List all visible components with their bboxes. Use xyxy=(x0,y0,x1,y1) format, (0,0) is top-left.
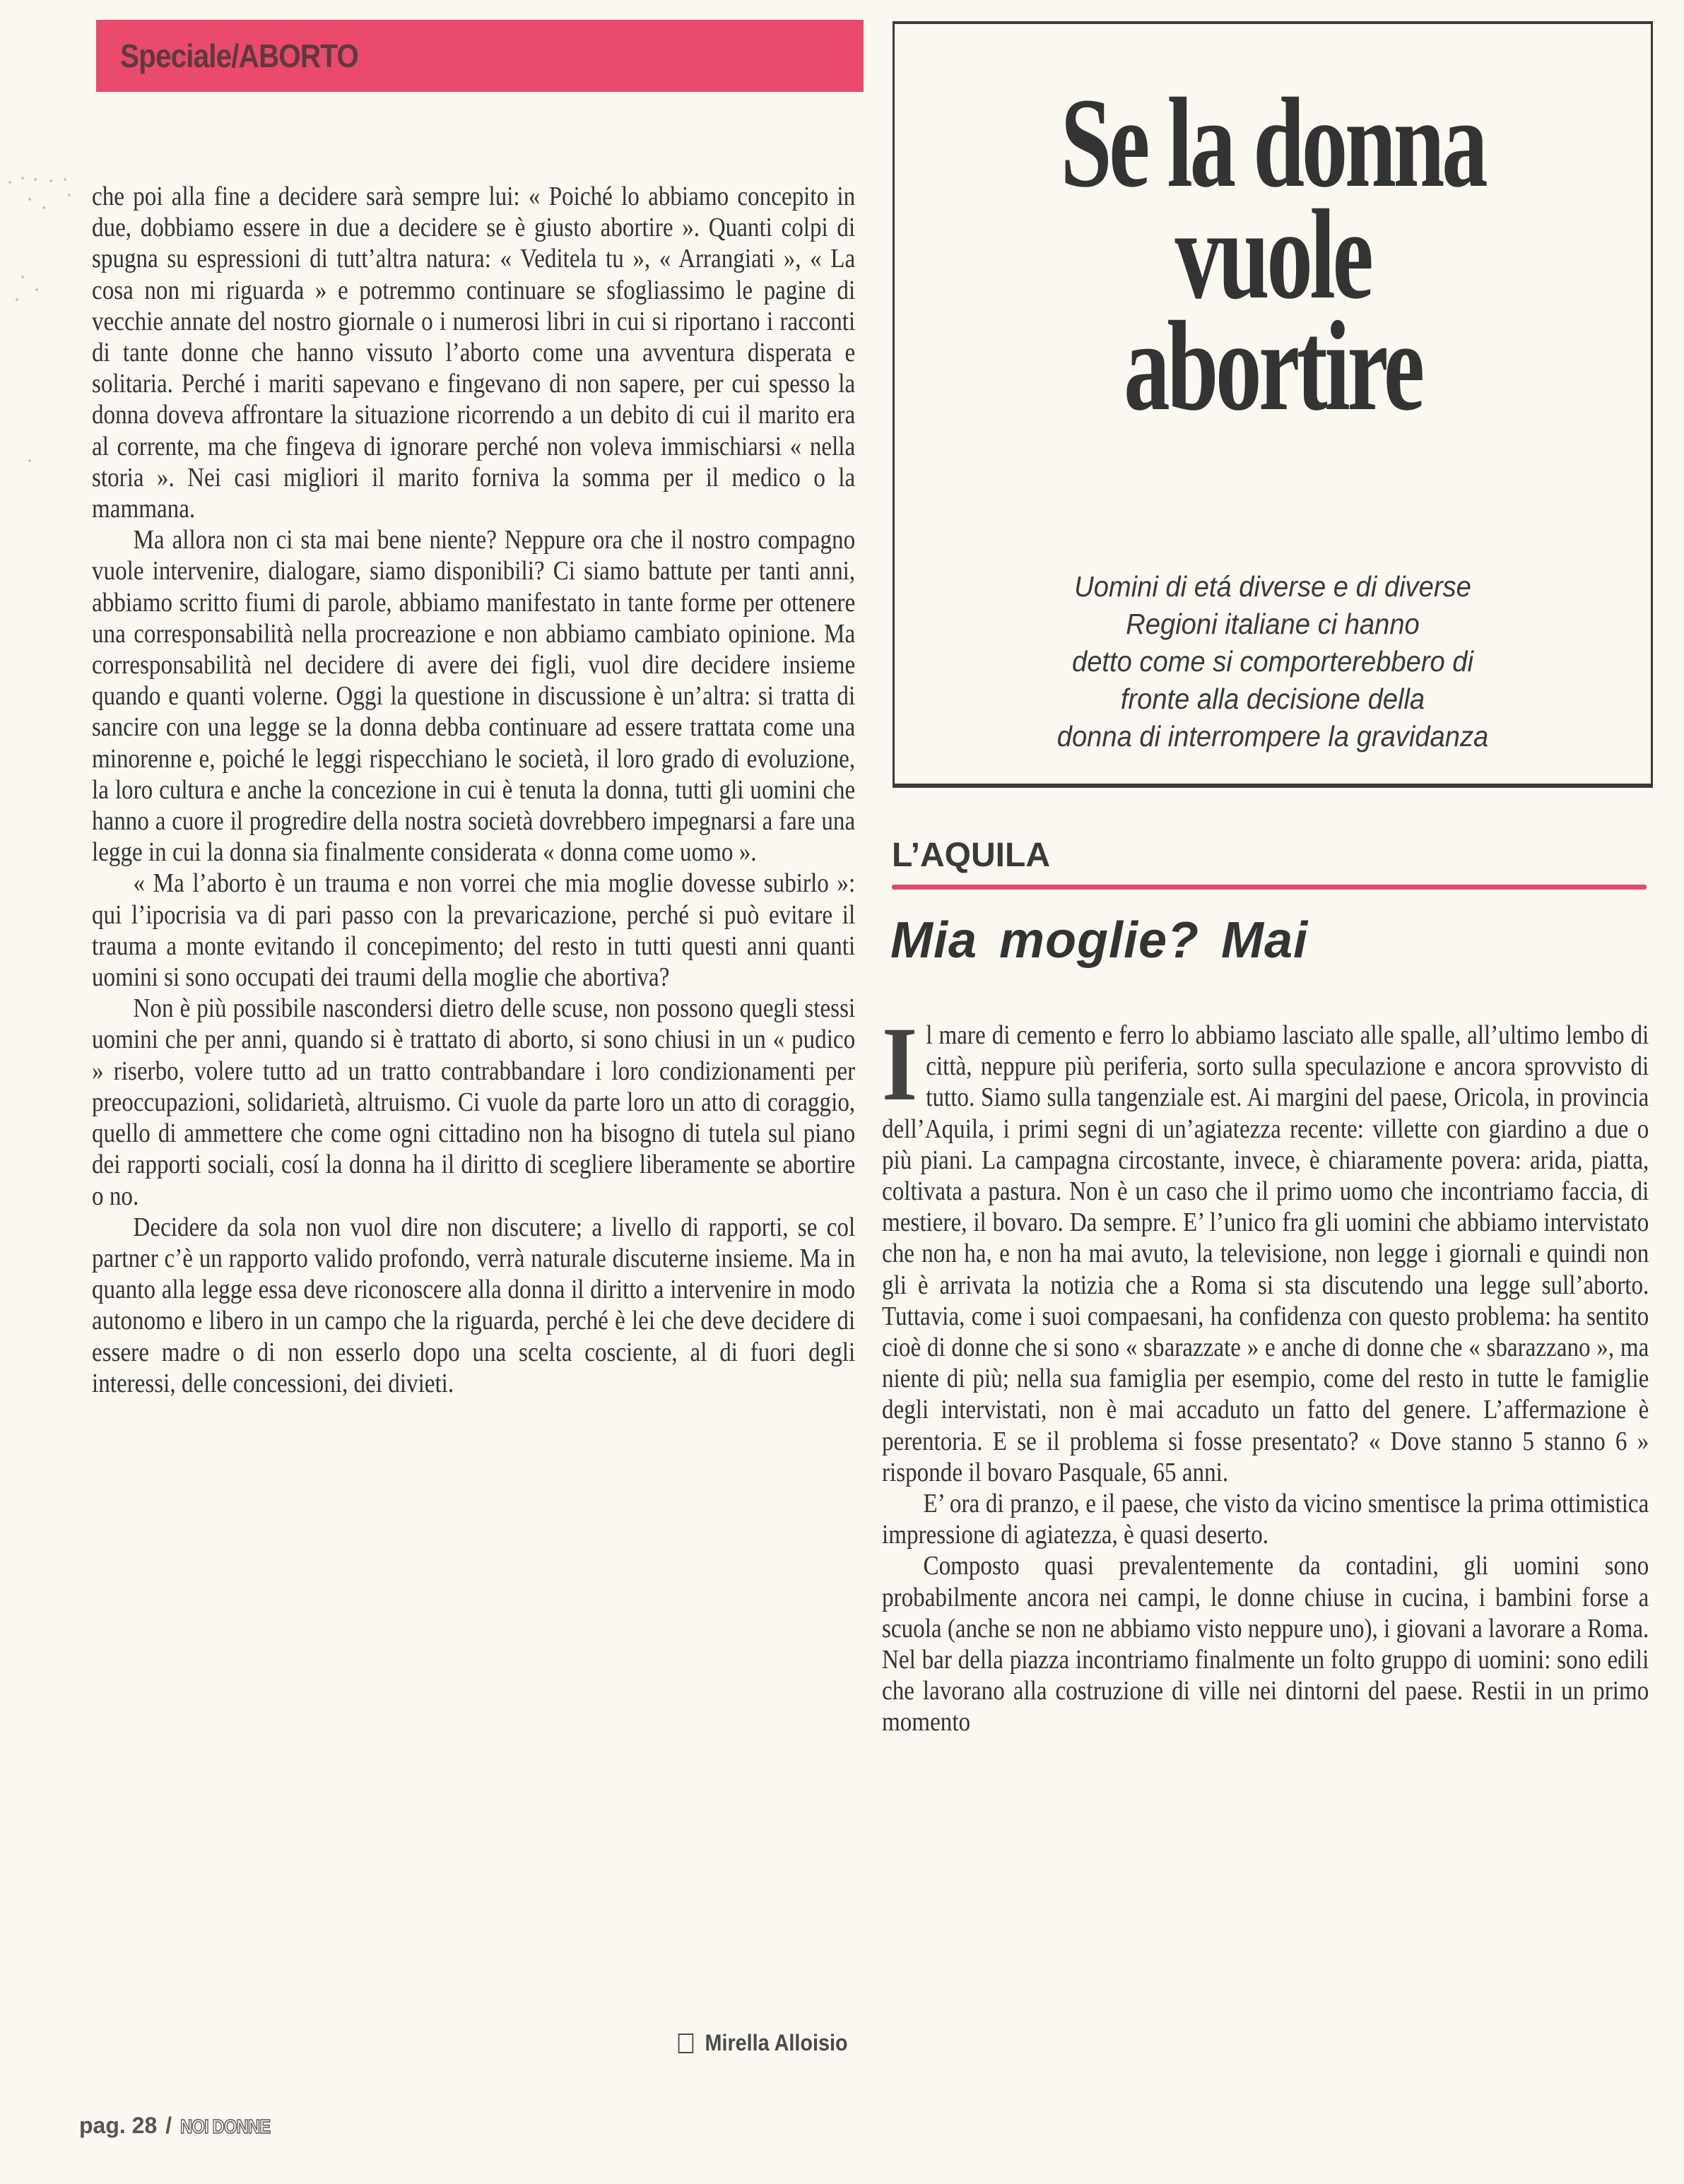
paragraph: Ma allora non ci sta mai bene niente? Neppure ora che il nostro compagno vuole intervenire, dialogare, siamo disponibili? Ci siamo battute per tanti anni, abbiamo scritto fiumi di parole, abbiamo manifestato in tante forme per ottenere una corresponsabilità nella procreazione e non abbiamo cambiato opinione. Ma corresponsabilità nel decidere di avere dei figli, vuol dire decidere insieme quando e quanti volerne. Oggi la questione in discussione è un’altra: si tratta di sancire con una legge se la donna debba continuare ad essere trattata come una minorenne e, poiché le leggi rispecchiano le società, il loro grado di evoluzione, la loro cultura e anche la concezione in cui è tenuta la donna, tutti gli uomini che hanno a cuore il progredire della nostra società dovrebbero impegnarsi a fare una legge in cui la donna sia finalmente considerata « donna come uomo ». xyxy=(92,525,856,868)
deck-line: Regioni italiane ci hanno xyxy=(1126,608,1420,640)
deck-line: Uomini di etá diverse e di diverse xyxy=(1074,570,1471,603)
feature-title-box xyxy=(893,21,1653,788)
paragraph: « Ma l’aborto è un trauma e non vorrei che mia moglie dovesse subirlo »: qui l’ipocrisia va di pari passo con la prevaricazione, perché si può evitare il trauma a monte evitando il concepimento; del resto in tutti questi anni quanti uomini si sono occupati dei traumi della moglie che abortiva? xyxy=(92,868,856,993)
paragraph: E’ ora di pranzo, e il paese, che visto da vicino smentisce la prima ottimistica impressione di agiatezza, è quasi deserto. xyxy=(882,1489,1649,1550)
paragraph xyxy=(882,1005,1649,1488)
paper-specks xyxy=(0,163,85,530)
deck-line: donna di interrompere la gravidanza xyxy=(1056,720,1489,752)
paragraph: Decidere da sola non vuol dire non discutere; a livello di rapporti, se col partner c’è un rapporto valido profondo, verrà naturale discuterne insieme. Ma in quanto alla legge essa deve riconoscere alla donna il diritto a intervenire in modo autonomo e libero in un campo che la riguarda, perché è lei che deve decidere di essere madre o di non esserlo dopo una scelta cosciente, al di fuori degli interessi, delle concessioni, dei divieti. xyxy=(92,1212,856,1398)
paragraph-text: l mare di cemento e ferro lo abbiamo lasciato alle spalle, all’ultimo lembo di città, neppure più periferia, sorto sulla speculazione e ancora sprovvisto di tutto. Siamo sulla tangenziale est. Ai margini del paese, Oricola, in provincia dell’Aquila, i primi segni di un’agiatezza recente: villette con giardino a due o più piani. La campagna circostante, invece, è chiaramente povera: arida, piatta, coltivata a pastura. Non è un caso che il primo uomo che incontriamo faccia, di mestiere, il bovaro. Da sempre. E’ l’unico fra gli uomini che abbiamo intervistato che non ha, e non ha mai avuto, la televisione, non legge i giornali e quindi non gli è arrivata la notizia che a Roma si sta discutendo una legge sull’aborto. Tuttavia, come i suoi compaesani, ha confidenza con questo problema: ha sentito cioè di donne che si sono « sbarazzate » e anche di donne che « sbarazzano », ma niente di più; nella sua famiglia per esempio, come del resto in tutte le famiglie degli intervistati, non è mai accaduto un fatto del genere. L’affermazione è perentoria. E se il problema si fosse presentato? « Dove stanno 5 stanno 6 » risponde il bovaro Pasquale, 65 anni. xyxy=(882,1020,1649,1487)
deck-line: detto come si comporterebbero di xyxy=(1071,645,1473,678)
square-bullet-icon xyxy=(678,2034,694,2053)
right-article-column xyxy=(882,1005,1649,1738)
author-name: Mirella Alloisio xyxy=(705,2030,848,2055)
footer-separator: / xyxy=(165,2113,172,2138)
paragraph: che poi alla fine a decidere sarà sempre lui: « Poiché lo abbiamo concepito in due, dobbiamo essere in due a decidere se è giusto abortire ». Quanti colpi di spugna su espressioni di tutt’altra natura: « Veditela tu », « Arrangiati », « La cosa non mi riguarda » e potremmo continuare se sfogliassimo le pagine di vecchie annate del nostro giornale o i numerosi libri in cui si riportano i racconti di tante donne che hanno vissuto l’aborto come una avventura disperata e solitaria. Perché i mariti sapevano e fingevano di non sapere, per cui spesso la donna doveva affrontare la situazione ricorrendo a un debito di cui il marito era al corrente, ma che fingeva di ignorare perché non voleva immischiarsi « nella storia ». Nei casi migliori il marito forniva la somma per il medico o la mammana. xyxy=(92,182,856,524)
feature-deck xyxy=(921,568,1624,755)
article-title: Mia moglie? Mai xyxy=(890,912,1309,969)
left-article-column xyxy=(92,181,855,1399)
page-footer xyxy=(79,2113,286,2139)
paragraph: Composto quasi prevalentemente da contadini, gli uomini sono probabilmente ancora nei campi, le donne chiuse in cucina, i bambini forse a scuola (anche se non ne abbiamo visto neppure uno), i giovani a lavorare a Roma. Nel bar della piazza incontriamo finalmente un folto gruppo di uomini: sono edili che lavorano alla costruzione di ville nei dintorni del paese. Restii in un primo momento xyxy=(882,1551,1649,1737)
region-divider xyxy=(892,885,1647,890)
author-byline xyxy=(678,2030,848,2056)
deck-line: fronte alla decisione della xyxy=(1120,683,1425,715)
page-number: pag. 28 xyxy=(79,2113,158,2138)
paragraph: Non è più possibile nascondersi dietro delle scuse, non possono quegli stessi uomini che per anni, quando si è trattato di aborto, si sono chiusi in un « pudico » riserbo, volere tutto ad un tratto contrabbandare i loro condizionamenti per preoccupazioni, solidarietà, altruismo. Ci vuole da parte loro un atto di coraggio, quello di ammettere che come ogni cittadino non ha bisogno di tutela sul piano dei rapporti sociali, cosí la donna ha il diritto di scegliere liberamente se abortire o no. xyxy=(92,993,856,1211)
headline-line: vuole xyxy=(1174,184,1371,326)
section-header-band xyxy=(96,20,864,92)
feature-headline xyxy=(1001,72,1545,437)
magazine-logo: NOI DONNE xyxy=(180,2115,271,2137)
drop-cap: I xyxy=(882,1005,918,1123)
headline-line: abortire xyxy=(1124,295,1422,437)
section-label: Speciale/ABORTO xyxy=(120,37,358,74)
headline-line: Se la donna xyxy=(1060,72,1485,214)
region-label: L’AQUILA xyxy=(892,837,1050,874)
